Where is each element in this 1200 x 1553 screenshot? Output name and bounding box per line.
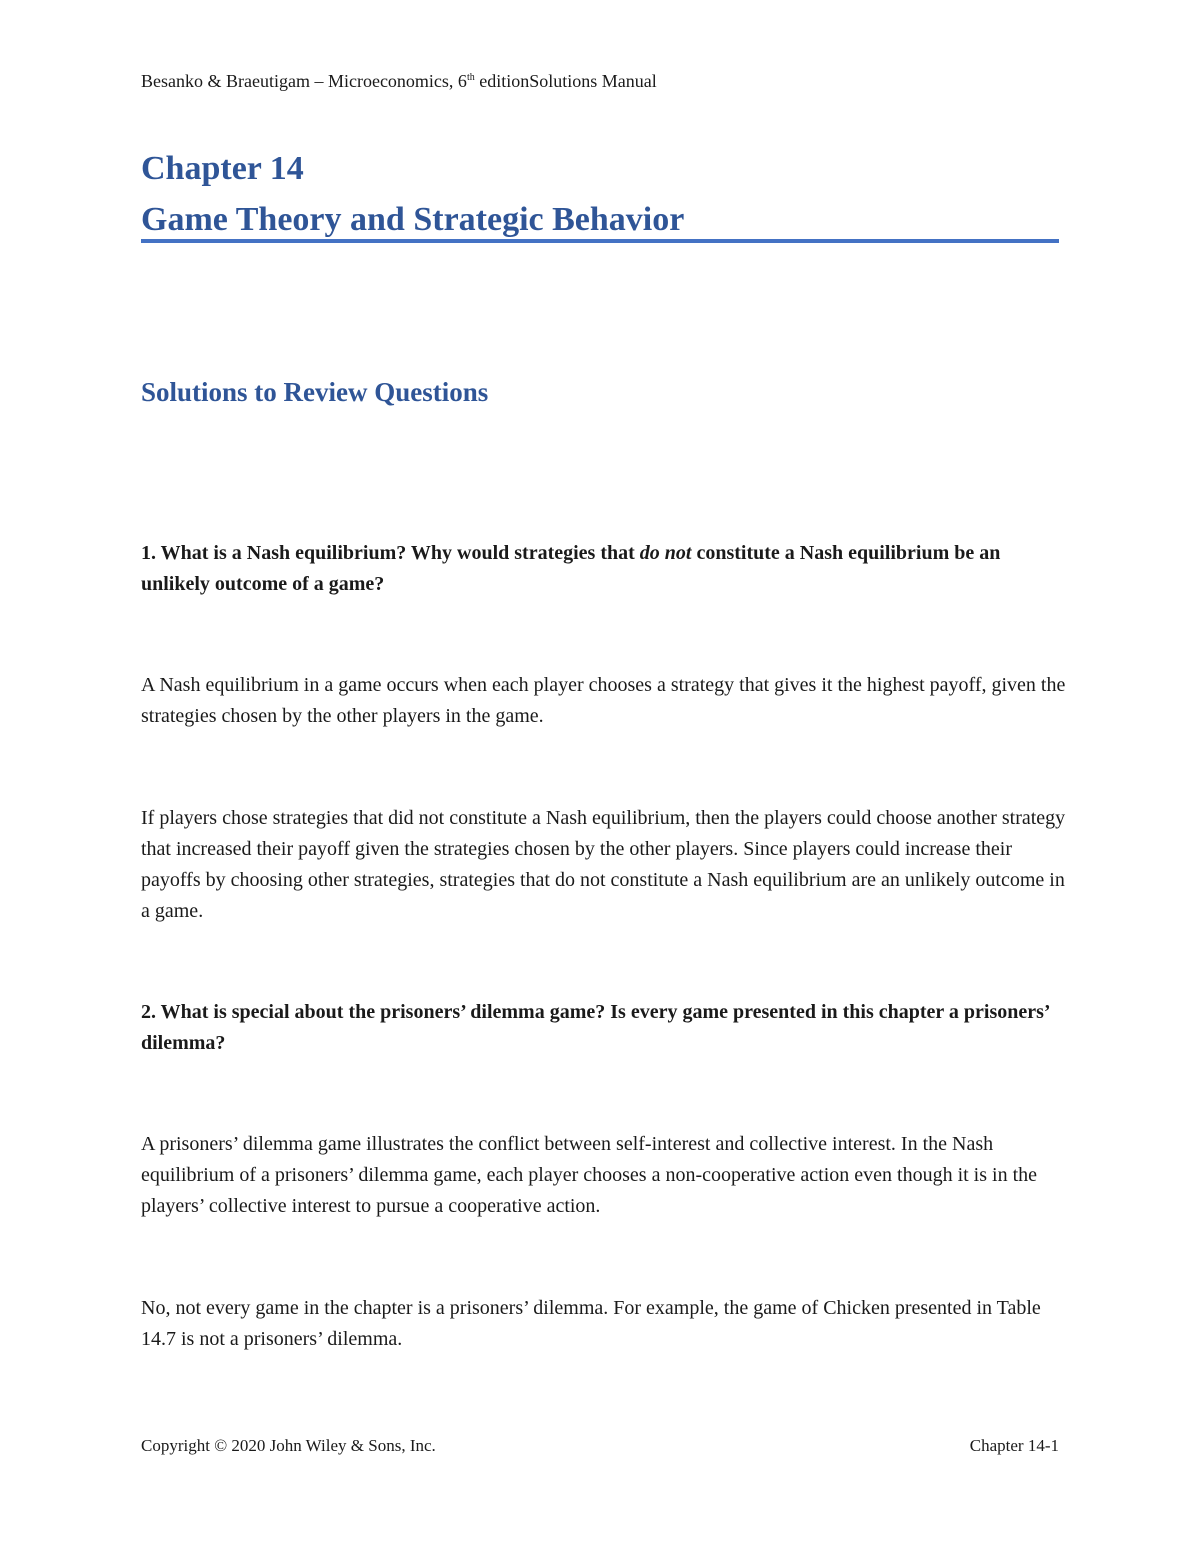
footer-page-label: Chapter 14-1 xyxy=(969,1436,1059,1455)
question-2: 2. What is special about the prisoners’ dilemma game? Is every game presented in this chapter a prisoners’ dilemma? xyxy=(141,1001,1050,1054)
question-1-text-before: 1. What is a Nash equilibrium? Why would strategies that xyxy=(141,542,640,564)
footer-copyright: Copyright © 2020 John Wiley & Sons, Inc. xyxy=(141,1436,436,1455)
question-1 xyxy=(141,538,1071,600)
chapter-subtitle: Game Theory and Strategic Behavior xyxy=(141,201,685,238)
question-1-emphasis: do not xyxy=(639,542,692,564)
question-2-answer-paragraph-1: A prisoners’ dilemma game illustrates the conflict between self-interest and collective interest. In the Nash equilibrium of a prisoners’ dilemma game, each player chooses a non-cooperative action even though it is in the players’ collective interest to pursue a cooperative action. xyxy=(141,1133,1038,1217)
running-header-suffix: editionSolutions Manual xyxy=(474,71,657,91)
section-heading: Solutions to Review Questions xyxy=(141,377,489,407)
question-1-answer-paragraph-2: If players chose strategies that did not constitute a Nash equilibrium, then the players could choose another strategy that increased their payoff given the strategies chosen by the other players. Since players could increase their payoffs by choosing other strategies, strategies that do not constitute a Nash equilibrium are an unlikely outcome in a game. xyxy=(141,807,1066,922)
chapter-number: Chapter 14 xyxy=(141,150,304,187)
running-header xyxy=(141,71,657,92)
edition-superscript: th xyxy=(466,72,475,83)
chapter-title xyxy=(141,143,1059,245)
running-header-prefix: Besanko & Braeutigam – Microeconomics, 6 xyxy=(141,71,467,91)
title-underline-rule xyxy=(141,239,1059,243)
question-1-text-after: constitute a Nash equilibrium be an unlikely outcome of a game? xyxy=(141,542,1001,595)
question-1-answer-paragraph-1: A Nash equilibrium in a game occurs when each player chooses a strategy that gives it the highest payoff, given the strategies chosen by the other players in the game. xyxy=(141,674,1066,727)
question-2-answer-paragraph-2: No, not every game in the chapter is a prisoners’ dilemma. For example, the game of Chicken presented in Table 14.7 is not a prisoners’ dilemma. xyxy=(141,1297,1041,1350)
